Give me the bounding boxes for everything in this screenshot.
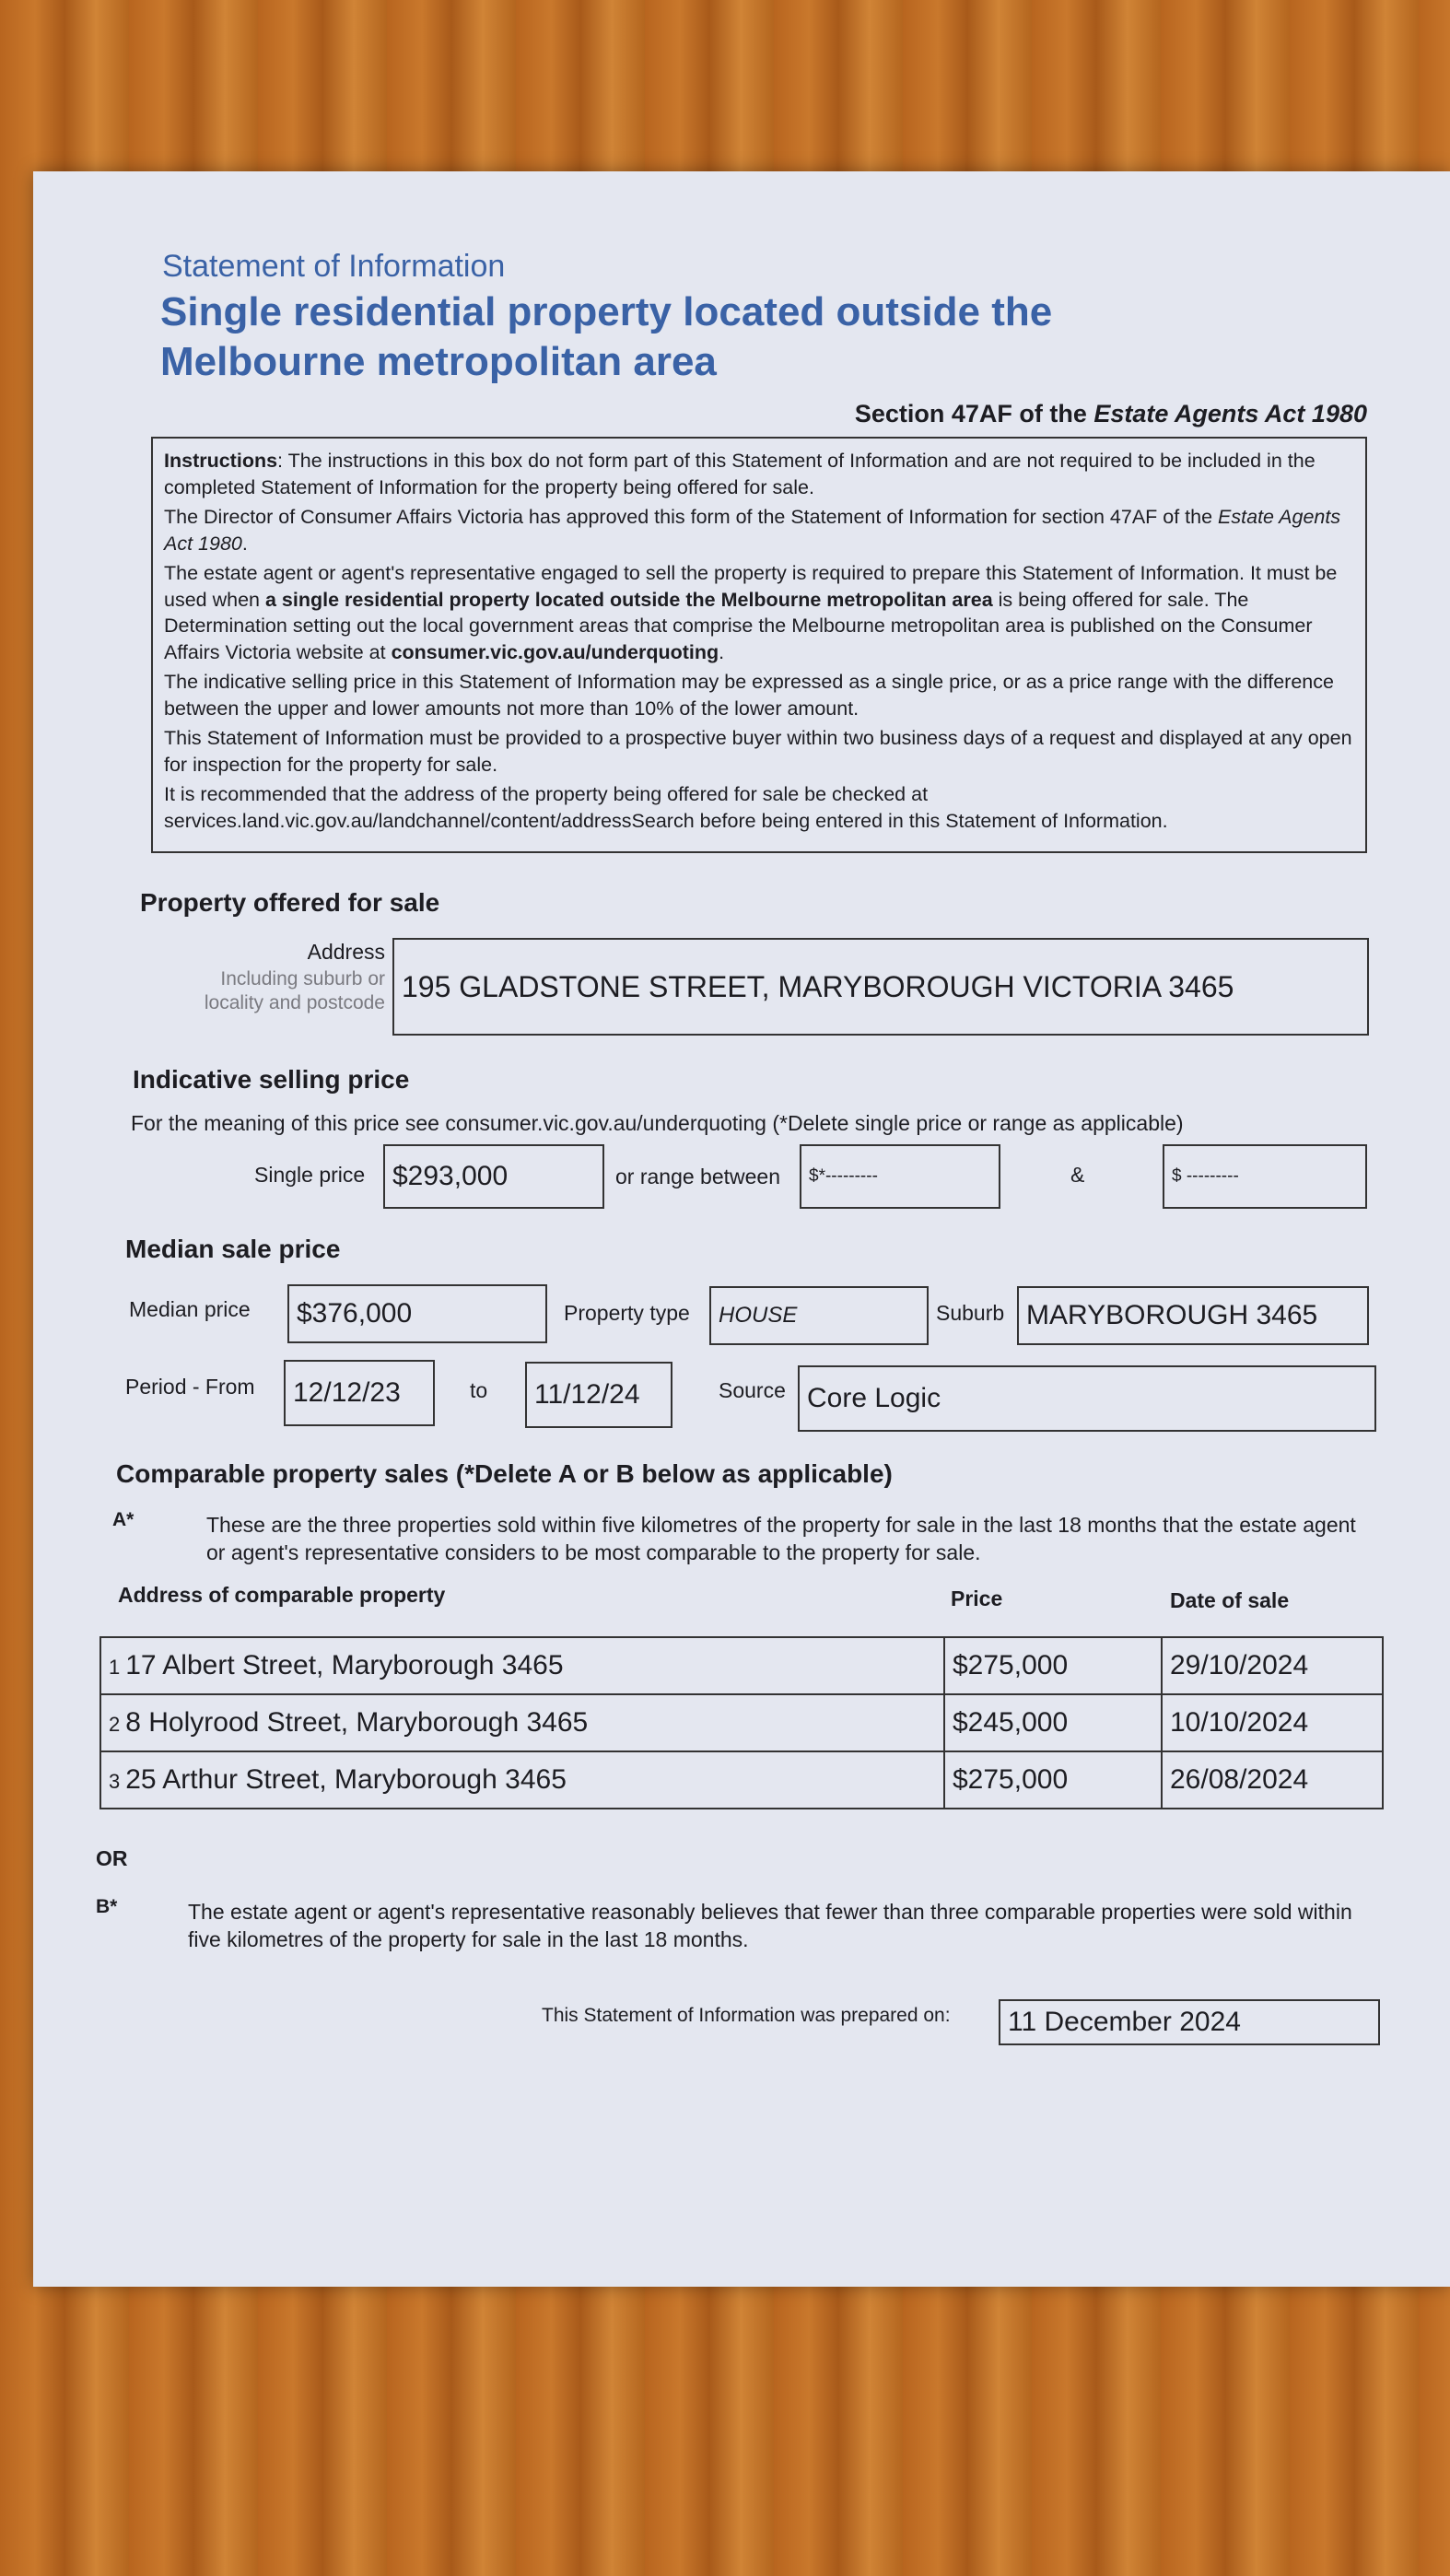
median-price-field[interactable]: $376,000	[287, 1284, 547, 1343]
instructions-p3: The estate agent or agent's representative engaged to sell the property is required to prepare this Statement of Information. It must be used when a single residential property located outside the Melbourne metropolitan area is being offered for sale. The Determination setting out the local government areas that comprise the Melbourne metropolitan area is published on the Consumer Affairs Victoria website at consumer.vic.gov.au/underquoting.	[164, 562, 1338, 663]
col-price-header: Price	[951, 1587, 1003, 1610]
property-type-field[interactable]: HOUSE	[709, 1286, 929, 1345]
option-b-text: The estate agent or agent's representative reasonably believes that fewer than three comparable properties were sold within five kilometres of the property for sale in the last 18 months.	[188, 1900, 1352, 1951]
comparable-address-cell[interactable]: 2 8 Holyrood Street, Maryborough 3465	[100, 1694, 944, 1751]
instructions-p2: The Director of Consumer Affairs Victoria has approved this form of the Statement of Information for section 47AF of the Estate Agents Act 1980.	[164, 506, 1341, 555]
form-title-small: Statement of Information	[162, 249, 506, 284]
instructions-p6: It is recommended that the address of the property being offered for sale be checked at services.land.vic.gov.au/landchannel/content/addressSearch before being entered in this Statement of Information.	[164, 783, 1168, 832]
comparable-price-cell[interactable]: $245,000	[944, 1694, 1162, 1751]
prepared-label: This Statement of Information was prepared on:	[542, 2005, 951, 2026]
table-row	[100, 1637, 1383, 1694]
comparable-date-cell[interactable]: 29/10/2024	[1162, 1637, 1383, 1694]
comparable-address-cell[interactable]: 3 25 Arthur Street, Maryborough 3465	[100, 1751, 944, 1809]
indicative-note: For the meaning of this price see consumer.vic.gov.au/underquoting (*Delete single price or range as applicable)	[131, 1111, 1184, 1135]
period-to-label: to	[470, 1378, 488, 1402]
col-address-header: Address of comparable property	[118, 1583, 446, 1607]
instructions-box	[151, 437, 1367, 853]
comparable-table	[99, 1636, 1384, 1809]
single-price-field[interactable]: $293,000	[383, 1144, 604, 1209]
form-title-main: Single residential property located outside the Melbourne metropolitan area	[160, 289, 1053, 384]
section-act: Estate Agents Act 1980	[1093, 400, 1367, 427]
option-a-text: These are the three properties sold within five kilometres of the property for sale in the last 18 months that the estate agent or agent's representative considers to be most comparable to the property for sale.	[206, 1513, 1356, 1564]
comparable-date-cell[interactable]: 10/10/2024	[1162, 1694, 1383, 1751]
property-type-label: Property type	[564, 1301, 690, 1325]
address-field[interactable]: 195 GLADSTONE STREET, MARYBOROUGH VICTORIA 3465	[392, 938, 1369, 1036]
indicative-heading: Indicative selling price	[133, 1065, 410, 1094]
range-label: or range between	[615, 1165, 781, 1188]
comparable-price-cell[interactable]: $275,000	[944, 1637, 1162, 1694]
source-label: Source	[719, 1378, 786, 1402]
col-date-header: Date of sale	[1170, 1588, 1290, 1612]
range-from-field[interactable]: $*---------	[800, 1144, 1000, 1209]
address-label: Address	[307, 940, 385, 964]
comparable-heading: Comparable property sales (*Delete A or B below as applicable)	[116, 1459, 893, 1488]
period-from-label: Period - From	[125, 1375, 255, 1399]
period-from-field[interactable]: 12/12/23	[284, 1360, 435, 1426]
instructions-p1: Instructions: The instructions in this box do not form part of this Statement of Information and are not required to be included in the completed Statement of Information for the property being offered for sale.	[164, 450, 1316, 498]
range-ampersand: &	[1070, 1163, 1085, 1187]
address-sublabel: Including suburb or locality and postcode	[204, 968, 385, 1013]
suburb-field[interactable]: MARYBOROUGH 3465	[1017, 1286, 1369, 1345]
median-heading: Median sale price	[125, 1235, 341, 1263]
property-heading: Property offered for sale	[140, 888, 440, 917]
single-price-label: Single price	[254, 1163, 366, 1187]
document-page	[33, 171, 1450, 2287]
suburb-label: Suburb	[936, 1301, 1005, 1325]
section-prefix: Section 47AF of the	[854, 400, 1094, 427]
source-field[interactable]: Core Logic	[798, 1365, 1376, 1432]
option-a-marker: A*	[112, 1509, 134, 1530]
instructions-p4: The indicative selling price in this Statement of Information may be expressed as a single price, or as a price range with the difference between the upper and lower amounts not more than 10% of the lower amount.	[164, 671, 1334, 720]
option-b-marker: B*	[96, 1896, 118, 1917]
comparable-date-cell[interactable]: 26/08/2024	[1162, 1751, 1383, 1809]
instructions-label: Instructions	[164, 450, 278, 472]
median-price-label: Median price	[129, 1297, 251, 1321]
section-reference	[855, 400, 1367, 428]
or-label: OR	[96, 1846, 128, 1870]
table-row	[100, 1751, 1383, 1809]
table-row	[100, 1694, 1383, 1751]
instructions-p5: This Statement of Information must be provided to a prospective buyer within two business days of a request and displayed at any open for inspection for the property for sale.	[164, 727, 1352, 776]
range-to-field[interactable]: $ ---------	[1163, 1144, 1367, 1209]
comparable-price-cell[interactable]: $275,000	[944, 1751, 1162, 1809]
prepared-date-field[interactable]: 11 December 2024	[999, 1999, 1380, 2045]
period-to-field[interactable]: 11/12/24	[525, 1362, 672, 1428]
comparable-address-cell[interactable]: 1 17 Albert Street, Maryborough 3465	[100, 1637, 944, 1694]
